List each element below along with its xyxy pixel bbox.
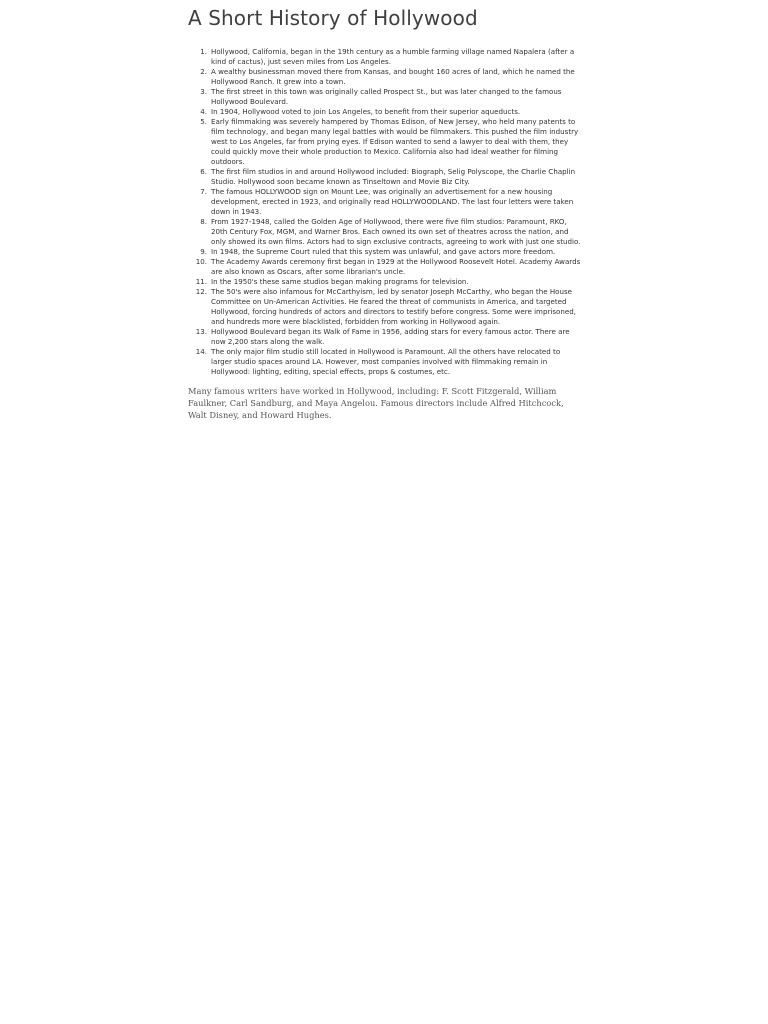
list-item: The first film studios in and around Hollywood included: Biograph, Selig Polyscope, the Charlie Chaplin Studio. Hollywood soon became known as Tinseltown and Movie Biz City. (211, 167, 576, 186)
document-page (188, 0, 583, 421)
list-item: In the 1950's these same studios began making programs for television. (211, 277, 469, 286)
page-title: A Short History of Hollywood (188, 6, 478, 30)
list-item: In 1948, the Supreme Court ruled that this system was unlawful, and gave actors more freedom. (211, 247, 556, 256)
list-item: Hollywood Boulevard began its Walk of Fame in 1956, adding stars for every famous actor. There are now 2,200 stars along the walk. (211, 327, 570, 346)
facts-list (188, 47, 583, 377)
list-item: From 1927-1948, called the Golden Age of Hollywood, there were five film studios: Paramount, RKO, 20th Century Fox, MGM, and Warner Bros. Each owned its own set of theatres across the nation, and only showed its own films. Actors had to sign exclusive contracts, agreeing to work with just one studio. (211, 217, 581, 246)
list-item: In 1904, Hollywood voted to join Los Angeles, to benefit from their superior aqueducts. (211, 107, 521, 116)
list-item: The famous HOLLYWOOD sign on Mount Lee, was originally an advertisement for a new housing development, erected in 1923, and originally read HOLLYWOODLAND. The last four letters were taken down in 1943. (211, 187, 574, 216)
list-item: The Academy Awards ceremony first began in 1929 at the Hollywood Roosevelt Hotel. Academy Awards are also known as Oscars, after some librarian's uncle. (211, 257, 581, 276)
list-item: Early filmmaking was severely hampered by Thomas Edison, of New Jersey, who held many patents to film technology, and began many legal battles with would be filmmakers. This pushed the film industry west to Los Angeles, far from prying eyes. If Edison wanted to send a lawyer to deal with them, they could quickly move their whole production to Mexico. California also had ideal weather for filming outdoors. (211, 117, 579, 166)
list-item: The first street in this town was originally called Prospect St., but was later changed to the famous Hollywood Boulevard. (211, 87, 562, 106)
list-item: Hollywood, California, began in the 19th century as a humble farming village named Napalera (after a kind of cactus), just seven miles from Los Angeles. (211, 47, 575, 66)
closing-paragraph: Many famous writers have worked in Hollywood, including: F. Scott Fitzgerald, William Faulkner, Carl Sandburg, and Maya Angelou. Famous directors include Alfred Hitchcock, Walt Disney, and Howard Hughes. (188, 386, 564, 420)
list-item: A wealthy businessman moved there from Kansas, and bought 160 acres of land, which he named the Hollywood Ranch. It grew into a town. (211, 67, 575, 86)
list-item: The only major film studio still located in Hollywood is Paramount. All the others have relocated to larger studio spaces around LA. However, most companies involved with filmmaking remain in Hollywood: lighting, editing, special effects, props & costumes, etc. (211, 347, 561, 376)
list-item: The 50's were also infamous for McCarthyism, led by senator Joseph McCarthy, who began the House Committee on Un-American Activities. He feared the threat of communists in America, and targeted Hollywood, forcing hundreds of actors and directors to testify before congress. Some were imprisoned, and hundreds more were blacklisted, forbidden from working in Hollywood again. (211, 287, 577, 326)
